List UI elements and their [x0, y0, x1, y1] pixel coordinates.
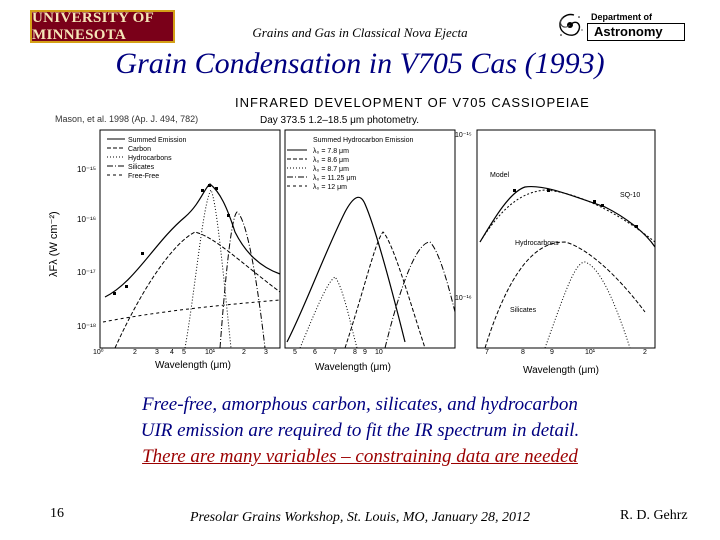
- page-number: 16: [50, 506, 64, 521]
- ir-spectrum-figure: [45, 92, 660, 390]
- p3-xtick: 9: [550, 349, 554, 356]
- p1-point: [215, 187, 218, 190]
- legend-hydrocarbons: Hydrocarbons: [128, 155, 172, 162]
- p3-hydrocarbon-curve: [485, 242, 645, 348]
- umn-logo: UNIVERSITY OF MINNESOTA: [30, 10, 175, 43]
- p2-legend-item: λ₀ = 8.7 μm: [313, 166, 349, 173]
- figure-heading: INFRARED DEVELOPMENT OF V705 CASSIOPEIAE: [235, 95, 590, 110]
- p3-xtick: 2: [643, 349, 647, 356]
- y-tick-4: 10⁻¹⁸: [77, 322, 97, 331]
- p2-legend-item: λ₀ = 12 μm: [313, 184, 347, 191]
- y-tick-3: 10⁻¹⁷: [77, 268, 96, 277]
- p3-point: [601, 204, 604, 207]
- legend-silicates: Silicates: [128, 164, 155, 171]
- p2-curve: [345, 232, 425, 348]
- p1-point: [201, 189, 204, 192]
- p3-xtick: 8: [521, 349, 525, 356]
- y-tick-2: 10⁻¹⁶: [77, 215, 97, 224]
- p2-xtick: 5: [293, 349, 297, 356]
- legend-free-free: Free-Free: [128, 173, 160, 180]
- x-axis-label-3: Wavelength (μm): [523, 365, 599, 376]
- panel-1-xticks: [93, 348, 268, 356]
- legend-carbon: Carbon: [128, 146, 151, 153]
- p2-xtick: 9: [363, 349, 367, 356]
- p2-xtick: 8: [353, 349, 357, 356]
- p1-xtick: 4: [170, 349, 174, 356]
- p3-point: [593, 200, 596, 203]
- figure-citation: Mason, et al. 1998 (Ap. J. 494, 782): [55, 114, 199, 124]
- p3-point: [513, 189, 516, 192]
- p1-xtick: 3: [155, 349, 159, 356]
- p2-legend-title: Summed Hydrocarbon Emission: [313, 137, 414, 144]
- p3-label-model: Model: [490, 172, 510, 179]
- p3-xtick: 7: [485, 349, 489, 356]
- p1-point: [113, 292, 116, 295]
- dept-name: Astronomy: [587, 23, 685, 41]
- p2-legend-item: λ₀ = 11.25 μm: [313, 175, 357, 182]
- p2-summed-curve: [287, 197, 405, 342]
- p1-carbon-curve: [115, 232, 280, 348]
- slide-title: Grain Condensation in V705 Cas (1993): [115, 47, 605, 80]
- p1-hydrocarbon-curve: [185, 190, 231, 348]
- y-axis-label: λFλ (W cm⁻²): [48, 211, 60, 277]
- p1-xtick: 10¹: [205, 349, 216, 356]
- p3-ytick-top: 10⁻¹⁵: [455, 132, 472, 139]
- x-axis-label-1: Wavelength (μm): [155, 360, 231, 371]
- p1-summed-curve: [105, 184, 280, 297]
- p3-label-sq10: SQ-10: [620, 192, 641, 199]
- astronomy-logo: [555, 10, 685, 42]
- body-line-3: There are many variables – constraining data are needed: [142, 446, 578, 467]
- dept-label: Department of: [591, 12, 653, 22]
- p1-silicate-curve: [220, 212, 265, 348]
- p1-xtick: 10⁰: [93, 349, 104, 356]
- p1-xtick: 2: [133, 349, 137, 356]
- p1-datapoints: [113, 184, 230, 295]
- p2-xtick: 7: [333, 349, 337, 356]
- p1-xtick: 3: [264, 349, 268, 356]
- p3-xtick: 10¹: [585, 349, 596, 356]
- p1-xtick: 2: [242, 349, 246, 356]
- panel-1-legend: [107, 137, 186, 180]
- p1-point: [208, 184, 211, 187]
- p3-ytick-bottom: 10⁻¹⁶: [455, 295, 472, 302]
- p3-point: [547, 189, 550, 192]
- panel-3-frame: [477, 130, 655, 348]
- panel-3-xticks: [485, 349, 647, 356]
- p3-label-silicates: Silicates: [510, 307, 537, 314]
- p2-xtick: 10: [375, 349, 383, 356]
- p2-curve: [300, 277, 357, 348]
- footer-author: R. D. Gehrz: [620, 508, 688, 523]
- panel-2-legend: [287, 137, 413, 191]
- p1-point: [141, 252, 144, 255]
- header-title: Grains and Gas in Classical Nova Ejecta: [252, 25, 468, 40]
- p2-legend-item: λ₀ = 8.6 μm: [313, 157, 349, 164]
- p1-point: [125, 285, 128, 288]
- p2-xtick: 6: [313, 349, 317, 356]
- panel-2-frame: [285, 130, 455, 348]
- p3-silicate-curve: [545, 262, 630, 348]
- p3-label-hydrocarbons: Hydrocarbons: [515, 240, 559, 247]
- footer-event: Presolar Grains Workshop, St. Louis, MO, January 28, 2012: [189, 510, 531, 525]
- p1-xtick: 5: [182, 349, 186, 356]
- legend-summed: Summed Emission: [128, 137, 187, 144]
- panel-2-xticks: [293, 349, 383, 356]
- y-tick-1: 10⁻¹⁵: [77, 165, 97, 174]
- p1-point: [227, 214, 230, 217]
- figure-svg: [45, 92, 660, 390]
- p2-legend-item: λ₀ = 7.8 μm: [313, 148, 349, 155]
- body-line-2: UIR emission are required to fit the IR spectrum in detail.: [140, 420, 580, 441]
- body-line-1: Free-free, amorphous carbon, silicates, and hydrocarbon: [142, 394, 578, 415]
- galaxy-icon: [555, 10, 585, 40]
- body-text: [30, 392, 690, 470]
- p3-point: [635, 225, 638, 228]
- x-axis-label-2: Wavelength (μm): [315, 362, 391, 373]
- figure-subheading: Day 373.5 1.2–18.5 μm photometry.: [260, 115, 419, 126]
